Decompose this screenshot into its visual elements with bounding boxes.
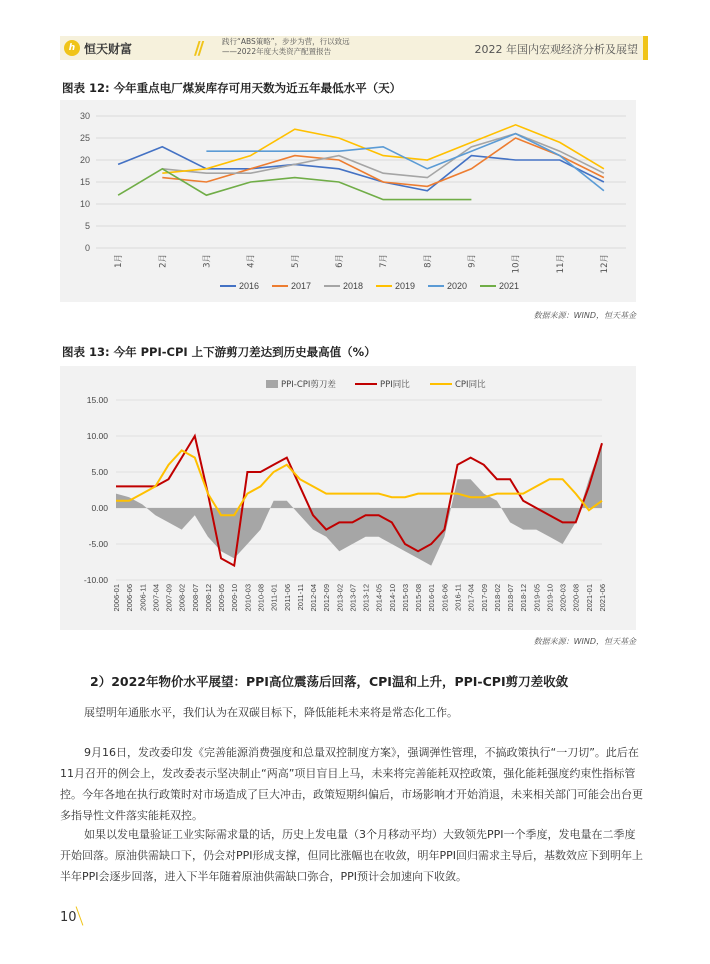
x-tick-label: 2008-12 — [203, 584, 213, 612]
y-tick-label: 5.00 — [91, 467, 108, 477]
y-tick-label: 30 — [79, 111, 90, 121]
x-tick-label: 2021-06 — [598, 584, 607, 612]
y-tick-label: -5.00 — [88, 539, 108, 549]
x-tick-label: 7月 — [379, 254, 390, 268]
x-tick-label: 12月 — [599, 254, 610, 274]
series-line-2019 — [162, 125, 604, 173]
y-tick-label: 0.00 — [91, 503, 108, 513]
page-number-slash — [76, 906, 84, 925]
series-line-2016 — [118, 147, 604, 191]
page-header — [60, 36, 648, 60]
figure12-title: 图表 12: 今年重点电厂煤炭库存可用天数为近五年最低水平（天） — [62, 81, 402, 95]
y-tick-label: 10.00 — [86, 431, 108, 441]
paragraph-1: 展望明年通胀水平，我们认为在双碳目标下，降低能耗未来将是常态化工作。 — [84, 706, 458, 719]
x-tick-label: 2014-10 — [387, 584, 397, 612]
legend-swatch — [266, 380, 278, 388]
slash-decoration: // — [194, 38, 202, 59]
figure12-source: 数据来源：WIND，恒天基金 — [533, 311, 636, 320]
x-tick-label: 5月 — [290, 254, 301, 268]
y-tick-label: 5 — [84, 221, 90, 231]
series-line-CPI同比 — [116, 450, 602, 515]
legend-label: 2018 — [343, 281, 364, 291]
x-tick-label: 2月 — [158, 254, 169, 268]
x-tick-label: 2013-12 — [361, 584, 371, 612]
x-tick-label: 2017-04 — [466, 584, 476, 612]
x-tick-label: 2017-09 — [479, 584, 489, 612]
x-tick-label: 2009-10 — [230, 584, 240, 612]
legend-label: PPI-CPI剪刀差 — [281, 380, 336, 390]
y-tick-label: 20 — [79, 155, 90, 165]
page-number: 10 — [60, 910, 77, 925]
figure12-svg — [60, 100, 636, 302]
x-tick-label: 2020-08 — [571, 584, 581, 612]
figure12-chart — [60, 100, 636, 302]
x-tick-label: 2011-01 — [269, 584, 279, 611]
header-subtitle: 践行“ABS策略”，步步为营，行以致远 ——2022年度大类资产配置报告 — [222, 37, 350, 56]
x-tick-label: 2007-09 — [164, 584, 174, 612]
x-tick-label: 2018-07 — [506, 584, 516, 612]
x-tick-label: 2008-02 — [177, 584, 187, 612]
x-tick-label: 2019-10 — [545, 584, 555, 612]
header-accent-bar — [643, 36, 648, 60]
x-tick-label: 2014-05 — [374, 584, 384, 612]
x-tick-label: 1月 — [114, 254, 125, 268]
x-tick-label: 2008-07 — [190, 584, 200, 612]
x-tick-label: 2021-01 — [584, 584, 594, 612]
x-tick-label: 2019-05 — [532, 584, 542, 612]
y-tick-label: 15 — [79, 177, 90, 187]
x-tick-label: 2012-09 — [322, 584, 332, 612]
x-tick-label: 2016-06 — [440, 584, 450, 612]
figure13-svg — [60, 366, 636, 630]
x-tick-label: 2009-05 — [217, 584, 227, 612]
x-tick-label: 9月 — [467, 254, 478, 268]
x-tick-label: 2010-03 — [243, 584, 253, 612]
x-tick-label: 2016-11 — [453, 584, 463, 611]
x-tick-label: 2010-08 — [256, 584, 266, 612]
x-tick-label: 11月 — [555, 254, 566, 274]
x-tick-label: 2018-02 — [492, 584, 502, 612]
y-tick-label: 10 — [79, 199, 90, 209]
legend-label: 2020 — [447, 281, 468, 291]
series-line-2021 — [118, 169, 471, 200]
x-tick-label: 2007-04 — [151, 584, 161, 612]
brand-name: 恒天财富 — [84, 41, 133, 56]
legend-label: 2021 — [499, 281, 520, 291]
x-tick-label: 2006-11 — [138, 584, 148, 611]
logo-icon: ℎ — [64, 40, 80, 56]
paragraph-3: 如果以发电量验证工业实际需求量的话，历史上发电量（3个月移动平均）大致领先PPI一个季度，发电量在二季度开始回落。原油供需缺口下，仍会对PPI形成支撑，但同比涨幅也在收敛，明年PPI回归需求主导后，基数效应下到明年上半年PPI会逐步回落，进入下半年随着原油供需缺口弥合，PPI预计会加速向下收敛。 — [60, 828, 644, 883]
x-tick-label: 2015-03 — [400, 584, 410, 612]
x-tick-label: 2011-11 — [295, 584, 305, 611]
x-tick-label: 2016-01 — [427, 584, 437, 612]
x-tick-label: 2006-06 — [125, 584, 135, 612]
figure13-source: 数据来源：WIND，恒天基金 — [533, 637, 636, 646]
brand-logo — [60, 36, 132, 60]
x-tick-label: 2015-08 — [414, 584, 424, 612]
x-tick-label: 8月 — [423, 254, 434, 268]
x-tick-label: 2018-12 — [519, 584, 529, 612]
legend-label: PPI同比 — [380, 380, 410, 390]
paragraph-2: 9月16日，发改委印发《完善能源消费强度和总量双控制度方案》，强调弹性管理，不搞政策执行“一刀切”。此后在11月召开的例会上，发改委表示坚决制止“两高”项目盲目上马，未来将完善能耗双控政策，强化能耗强度约束性指标管控。今年各地在执行政策时对市场造成了巨大冲击，政策短期纠偏后，市场影响才开始消退，未来相关部门可能会出台更多指导性文件落实能耗双控。 — [60, 746, 643, 822]
x-tick-label: 2012-04 — [309, 584, 319, 612]
y-tick-label: -10.00 — [83, 575, 108, 585]
x-tick-label: 2006-01 — [112, 584, 121, 612]
legend-label: 2017 — [291, 281, 312, 291]
figure13-chart — [60, 366, 636, 630]
x-tick-label: 4月 — [246, 254, 257, 268]
x-tick-label: 2011-06 — [282, 584, 292, 611]
y-tick-label: 25 — [79, 133, 90, 143]
x-tick-label: 10月 — [511, 254, 522, 274]
legend-label: 2016 — [239, 281, 260, 291]
legend-label: CPI同比 — [455, 380, 486, 390]
figure13-title: 图表 13: 今年 PPI-CPI 上下游剪刀差达到历史最高值（%） — [62, 345, 376, 359]
y-tick-label: 15.00 — [86, 395, 108, 405]
x-tick-label: 6月 — [334, 254, 345, 268]
x-tick-label: 2013-07 — [348, 584, 358, 612]
x-tick-label: 2020-03 — [558, 584, 568, 612]
y-tick-label: 0 — [84, 243, 90, 253]
section-heading: 2）2022年物价水平展望：PPI高位震荡后回落，CPI温和上升，PPI-CPI剪刀差收敛 — [90, 674, 569, 689]
x-tick-label: 3月 — [202, 254, 213, 268]
x-tick-label: 2013-02 — [335, 584, 345, 612]
legend-label: 2019 — [395, 281, 416, 291]
report-title: 2022 年国内宏观经济分析及展望 — [474, 43, 638, 56]
